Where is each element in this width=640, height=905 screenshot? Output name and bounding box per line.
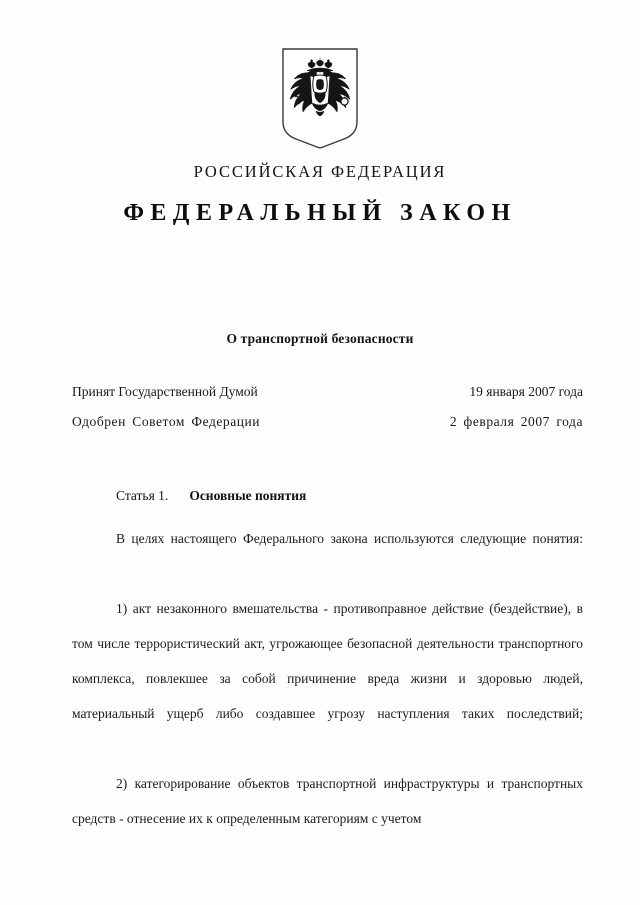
adoption-row-duma (72, 384, 583, 400)
paragraph-intro: В целях настоящего Федерального закона используются следующие понятия: (116, 531, 583, 546)
article-number: Статья 1. (116, 488, 169, 503)
paragraph-item-2: 2) категорирование объектов транспортной инфраструктуры и транспортных средств - отнесение их к определенным категориям с учетом (72, 776, 583, 826)
document-type-title: ФЕДЕРАЛЬНЫЙ ЗАКОН (123, 200, 517, 227)
paragraph-item-1: 1) акт незаконного вмешательства - противоправное действие (бездействие), в том числе террористический акт, угрожающее безопасной деятельности транспортного комплекса, повлекшее за собой причинение вреда жизни и здоровью людей, материальный ущерб либо создавшее угрозу наступления таких последствий; (72, 601, 583, 721)
adoption-body-council: Одобрен Советом Федерации (72, 414, 261, 429)
body-text (72, 521, 583, 836)
adoption-row-council (72, 414, 583, 430)
adoption-date-council: 2 февраля 2007 года (449, 414, 583, 429)
law-subject-title: О транспортной безопасности (226, 331, 414, 346)
emblem-container (0, 44, 640, 150)
adoption-date-duma: 19 января 2007 года (469, 384, 583, 399)
article-title: Основные понятия (189, 488, 307, 503)
article-heading (116, 488, 306, 504)
adoption-block (72, 384, 583, 444)
title-block (0, 163, 640, 227)
adoption-body-duma: Принят Государственной Думой (72, 384, 258, 399)
russian-coat-of-arms-icon (278, 44, 362, 150)
country-line: РОССИЙСКАЯ ФЕДЕРАЦИЯ (193, 162, 447, 181)
